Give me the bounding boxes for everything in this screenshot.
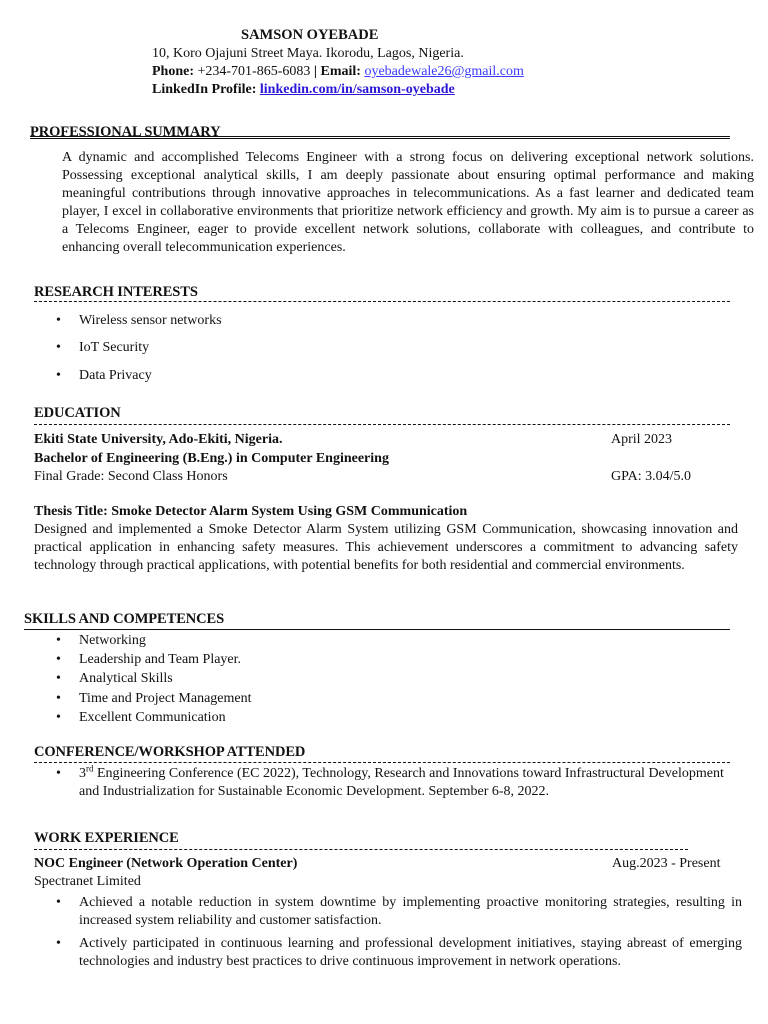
linkedin-line [152, 81, 455, 99]
conference-ordinal: 3 [79, 766, 86, 781]
research-divider [34, 301, 730, 302]
degree: Bachelor of Engineering (B.Eng.) in Computer Engineering [34, 451, 389, 466]
conference-title: CONFERENCE/WORKSHOP ATTENDED [34, 744, 306, 760]
job-role: NOC Engineer (Network Operation Center) [34, 856, 298, 871]
gpa: GPA: 3.04/5.0 [611, 469, 692, 484]
company-name: Spectranet Limited [34, 874, 141, 889]
list-item: • Leadership and Team Player. [34, 651, 724, 669]
summary-text: A dynamic and accomplished Telecoms Engineer with a strong focus on delivering exceptional network solutions. Possessing exceptional analytical skills, I am deeply passionate about ensuring optimal performance and making meaningful contributions through innovative approaches in telecommunications. As a fast learner and dedicated team player, I excel in collaborative environments that prioritize network efficiency and growth. My aim is to pursue a career as a Telecoms Engineer, eager to provide excellent network solutions, collaborate with colleagues, and contribute to enhancing overall telecommunication experiences. [62, 150, 754, 255]
job-period: Aug.2023 - Present [612, 856, 721, 871]
conference-divider [34, 762, 730, 763]
list-item: • Excellent Communication [34, 709, 724, 727]
education-divider [34, 424, 730, 425]
list-item: • Wireless sensor networks [34, 312, 724, 330]
skills-divider [24, 629, 730, 630]
list-item: • Data Privacy [34, 367, 724, 385]
phone-label: Phone: [152, 64, 194, 79]
email-label: Email: [320, 64, 361, 79]
linkedin-label: LinkedIn Profile: [152, 82, 257, 97]
address: 10, Koro Ojajuni Street Maya. Ikorodu, Lagos, Nigeria. [152, 46, 464, 61]
list-item: • IoT Security [34, 339, 724, 357]
list-item [34, 765, 724, 801]
final-grade: Final Grade: Second Class Honors [34, 469, 228, 484]
work-divider [34, 849, 688, 850]
education-title: EDUCATION [34, 405, 121, 421]
conference-text: Engineering Conference (EC 2022), Technology, Research and Innovations toward Infrastructural Development and Industrialization for Sustainable Economic Development. September 6-8, 2022. [79, 766, 724, 799]
research-title: RESEARCH INTERESTS [34, 284, 198, 300]
list-item: • Networking [34, 632, 724, 650]
education-date: April 2023 [611, 432, 673, 447]
summary-divider [30, 136, 730, 139]
school-name: Ekiti State University, Ado-Ekiti, Nigeria. [34, 432, 283, 447]
conference-list [34, 765, 724, 801]
linkedin-link[interactable]: linkedin.com/in/samson-oyebade [259, 82, 455, 97]
conference-ordinal-suffix: rd [86, 763, 94, 774]
candidate-name: SAMSON OYEBADE [241, 27, 379, 43]
list-item: • Time and Project Management [34, 690, 724, 708]
phone-number: +234-701-865-6083 [197, 64, 311, 79]
work-title: WORK EXPERIENCE [34, 830, 179, 846]
thesis-text: Designed and implemented a Smoke Detector Alarm System utilizing GSM Communication, showcasing innovation and practical application in enhancing safety measures. This achievement underscores a commitment to advancing safety technology through practical applications, with potential benefits for both residential and commercial environments. [34, 522, 738, 573]
list-item: • Analytical Skills [34, 670, 724, 688]
thesis-title: Thesis Title: Smoke Detector Alarm System Using GSM Communication [34, 504, 468, 519]
list-item: • Achieved a notable reduction in system downtime by implementing proactive monitoring strategies, resulting in increased system reliability and customer satisfaction. [34, 894, 742, 930]
skills-list [34, 632, 724, 727]
work-list [34, 894, 742, 971]
summary-title: PROFESSIONAL SUMMARY [30, 124, 221, 140]
list-item: • Actively participated in continuous learning and professional development initiatives, staying abreast of emerging technologies and industry best practices to drive continuous improvement in network operations. [34, 935, 742, 971]
research-list [34, 312, 724, 385]
contact-line [152, 63, 524, 81]
contact-separator: | [313, 64, 317, 79]
email-link[interactable]: oyebadewale26@gmail.com [364, 64, 524, 79]
skills-title: SKILLS AND COMPETENCES [24, 611, 225, 627]
